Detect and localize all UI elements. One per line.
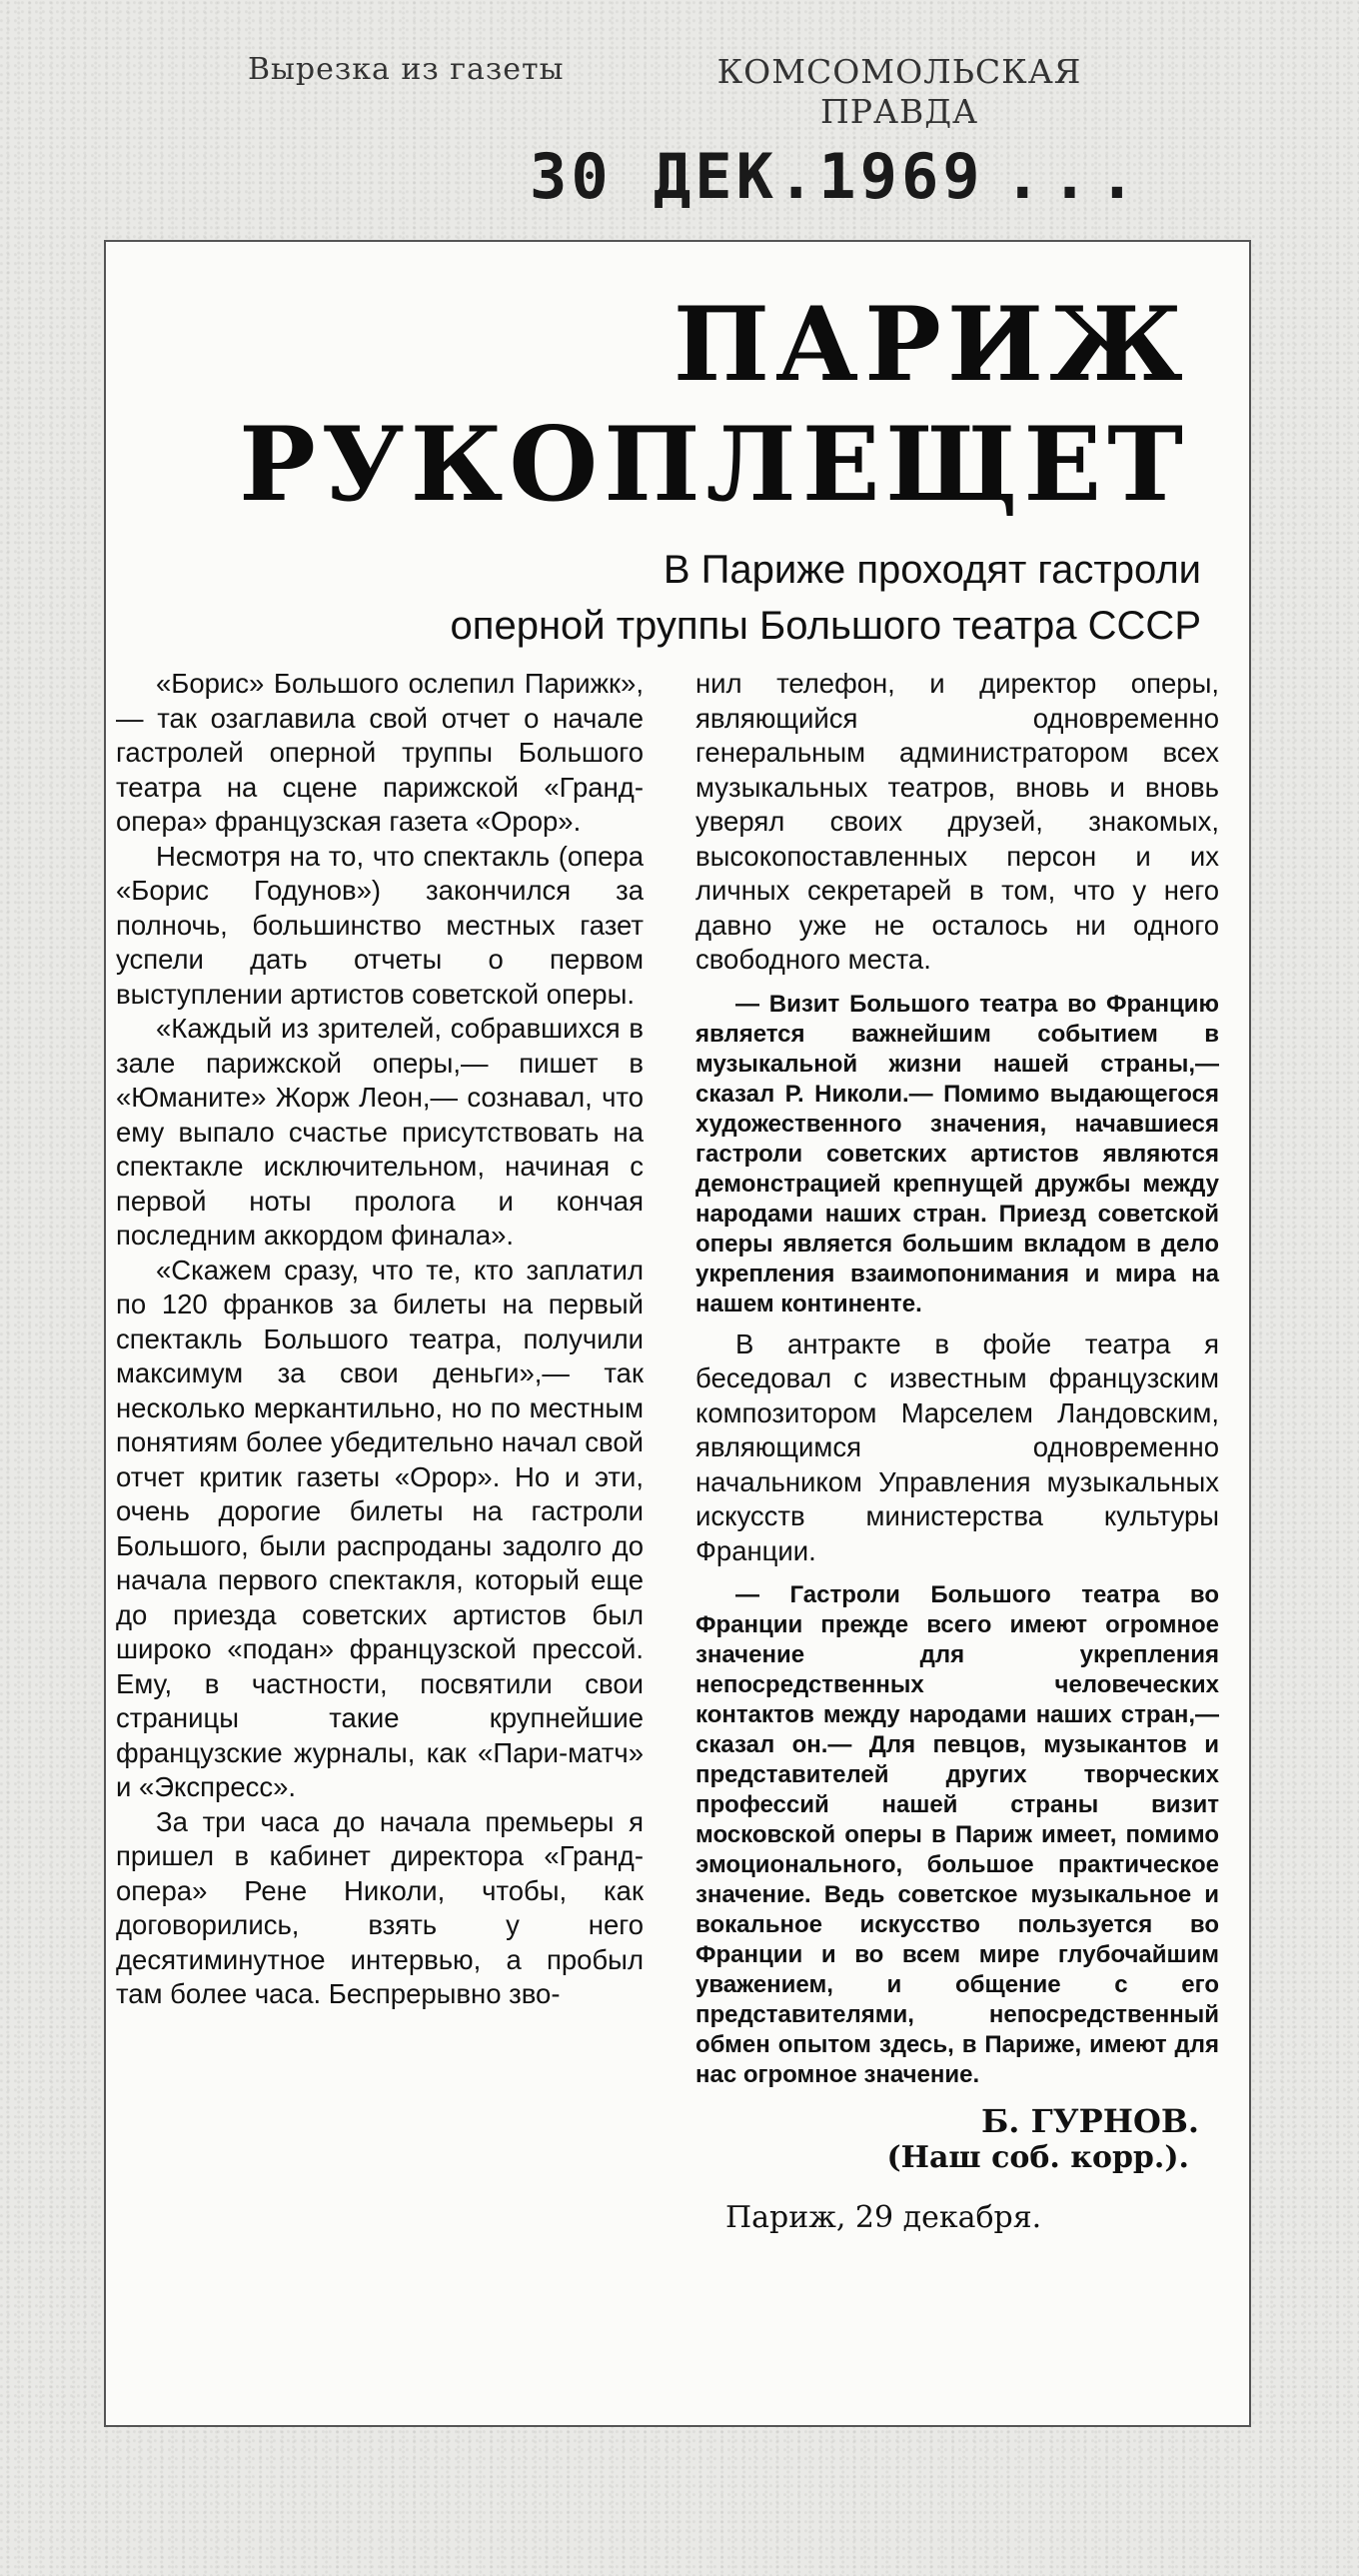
subheadline-line-2: оперной труппы Большого театра СССР — [450, 604, 1201, 648]
subheadline-line-1: В Париже проходят гастроли — [663, 548, 1201, 592]
newspaper-name: КОМСОМОЛЬСКАЯ ПРАВДА — [716, 52, 1082, 131]
newspaper-clipping — [104, 240, 1251, 2427]
paragraph: «Борис» Большого ослепил Парижк»,— так озаглавила свой отчет о начале гастролей оперной труппы Большого театра на сцене парижской «Гранд-опера» французская газета «Орор». — [116, 668, 644, 837]
paragraph: «Скажем сразу, что те, кто заплатил по 120 франков за билеты на первый спектакль Большого театра, получили максимум за свои деньги»,— так несколько меркантильно, но по местным понятиям более убедительно начал свой отчет критик газеты «Орор». Но и эти, очень дорогие билеты на гастроли Большого, были распроданы задолго до начала первого спектакля, который еще до приезда советских артистов был широко «подан» французской прессой. Ему, в частности, посвятили свои страницы такие крупнейшие французские журналы, как «Пари-матч» и «Экспресс». — [116, 1254, 644, 1802]
author-signature: Б. ГУРНОВ. — [980, 2102, 1199, 2140]
article-column-left — [116, 667, 644, 2012]
paragraph: За три часа до начала премьеры я пришел в кабинет директора «Гранд-опера» Рене Николи, чтобы, как договорились, взять у него десятиминутное интервью, а пробыл там более часа. Беспрерывно зво- — [116, 1805, 644, 2009]
paragraph: «Каждый из зрителей, собравшихся в зале парижской оперы,— пишет в «Юманите» Жорж Леон,— сознавал, что ему выпало счастье присутствовать на спектакле исключительном, начиная с первой ноты пролога и кончая последним аккордом финала». — [116, 1013, 644, 1251]
quote-nicoli: — Визит Большого театра во Францию является важнейшим событием в музыкальной жизни нашей страны,— сказал Р. Николи.— Помимо выдающегося художественного значения, начавшиеся гастроли советских артистов являются демонстрацией крепнущей дружбы между народами наших стран. Приезд советской оперы является большим вкладом в дело укрепления взаимопонимания и мира на нашем континенте. — [695, 990, 1219, 1317]
dateline: Париж, 29 декабря. — [725, 2200, 1042, 2235]
headline-line-1: ПАРИЖ — [673, 285, 1189, 405]
article-column-right — [695, 667, 1219, 2236]
date-stamp-dots: ... — [1003, 140, 1146, 213]
paragraph: Несмотря на то, что спектакль (опера «Борис Годунов») закончился за полночь, большинство местных газет успели дать отчеты о первом выступлении артистов советской оперы. — [116, 840, 644, 1010]
author-role: (Наш соб. корр.). — [886, 2139, 1189, 2175]
date-stamp-text: 30 ДЕК.1969 — [530, 140, 984, 213]
headline-line-2: РУКОПЛЕЩЕТ — [239, 405, 1189, 525]
date-stamp — [530, 140, 1146, 213]
clipping-source-label: Вырезка из газеты — [248, 52, 565, 87]
paragraph-continuation: нил телефон, и директор оперы, являющийся одновременно генеральным администратором всех музыкальных театров, вновь и вновь уверял своих друзей, знакомых, высокопоставленных персон и их личных секретарей в том, что у него давно уже не осталось ни одного свободного места. — [695, 668, 1219, 975]
paragraph-intermission: В антракте в фойе театра я беседовал с известным французским композитором Марселем Ландовским, являющимся одновременно начальником Управления музыкальных искусств министерства культуры Франции. — [695, 1327, 1219, 1566]
quote-landowski: — Гастроли Большого театра во Франции прежде всего имеют огромное значение для укрепления непосредственных человеческих контактов между народами наших стран,— сказал он.— Для певцов, музыкантов и представителей других творческих профессий нашей страны визит московской оперы в Париж имеет, помимо эмоционального, большое практическое значение. Ведь советское музыкальное и вокальное искусство пользуется во Франции и во всем мире глубочайшим уважением, и общение с его представителями, непосредственный обмен опытом здесь, в Париже, имеют для нас огромное значение. — [695, 1581, 1219, 2088]
